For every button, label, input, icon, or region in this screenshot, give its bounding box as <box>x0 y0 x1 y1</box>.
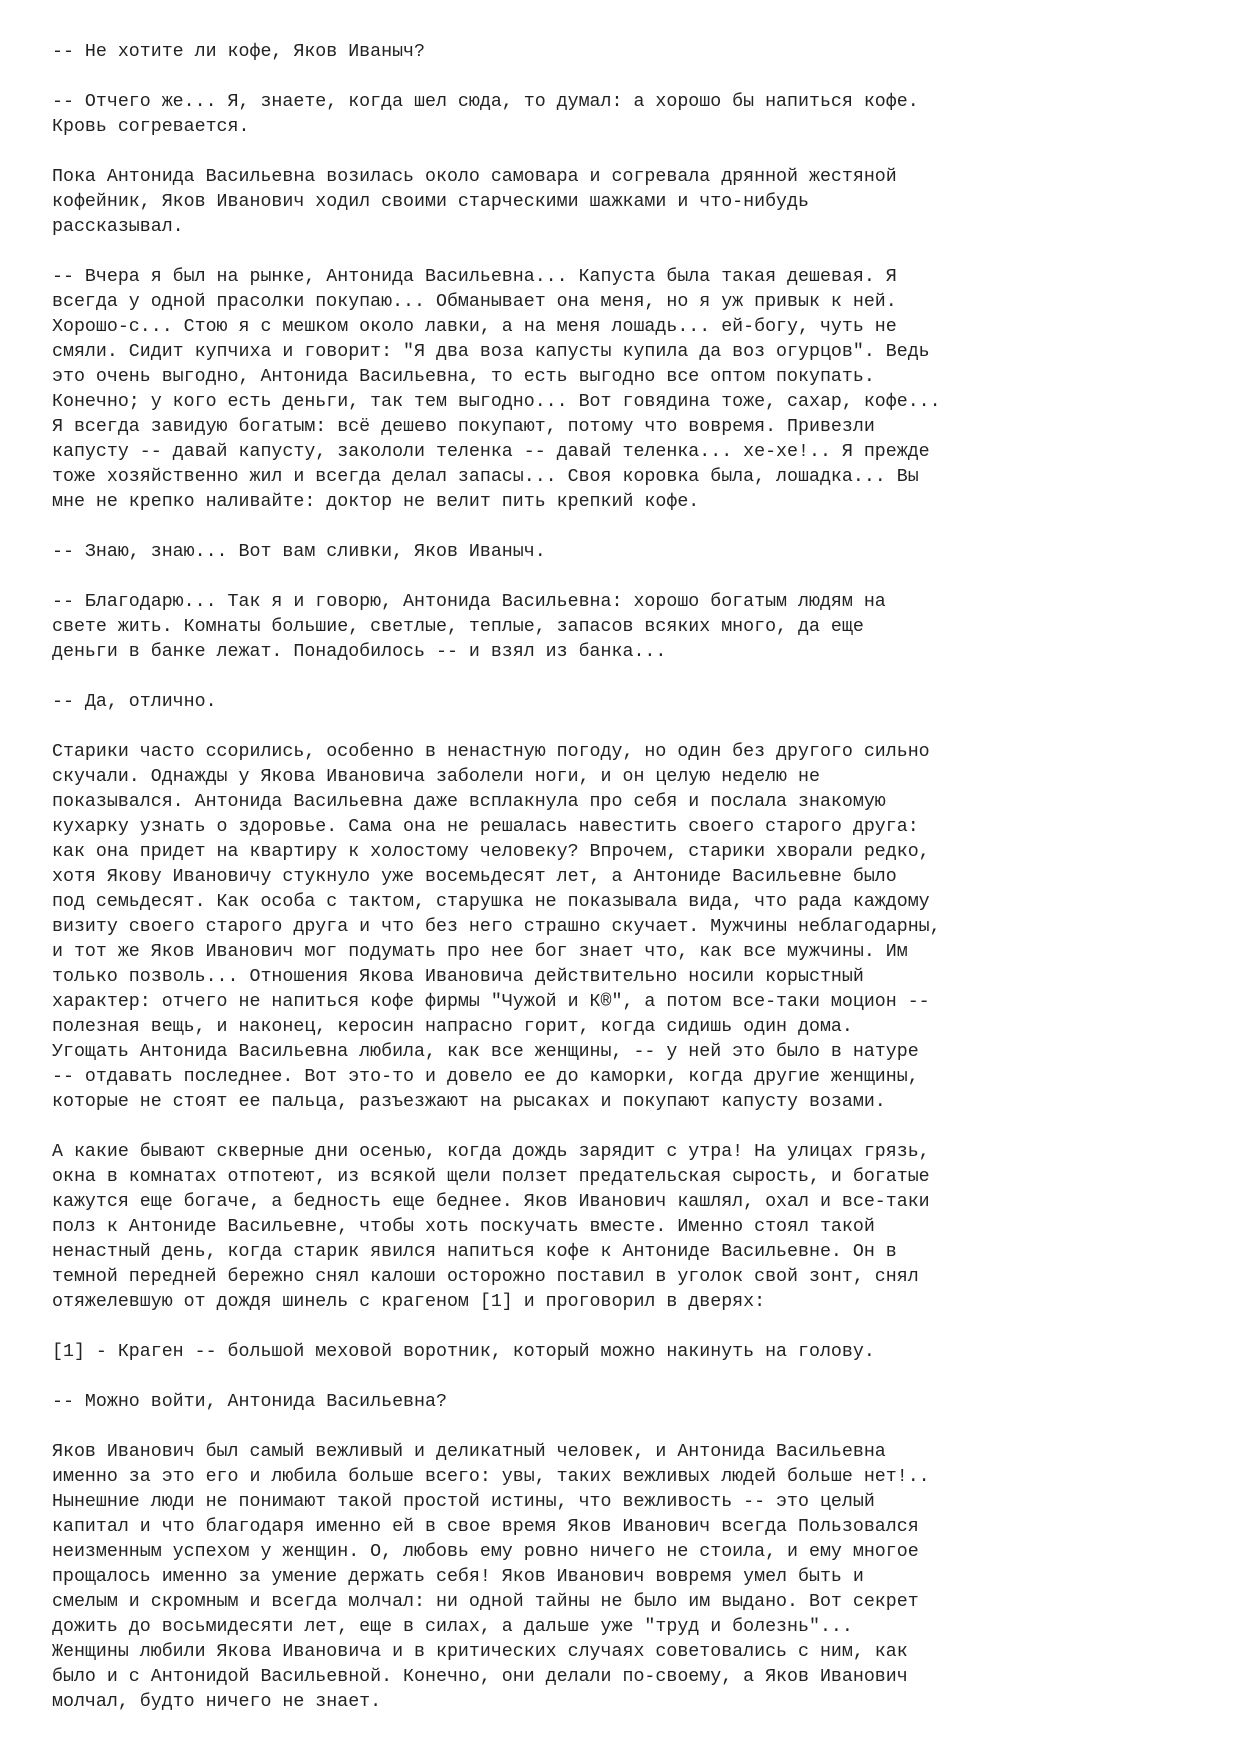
paragraph-old-friends: Старики часто ссорились, особенно в ненастную погоду, но один без другого сильно скучали. Однажды у Якова Ивановича заболели ноги, и он целую неделю не показывался. Антонида Васильевна даже всплакнула про себя и послала знакомую кухарку узнать о здоровье. Сама она не решалась навестить своего старого друга: как она придет на квартиру к холостому человеку? Впрочем, старики хворали редко, хотя Якову Ивановичу стукнуло уже восемьдесят лет, а Антониде Васильевне было под семьдесят. Как особа с тактом, старушка не показывала вида, что рада каждому визиту своего старого друга и что без него страшно скучает. Мужчины неблагодарны, и тот же Яков Иванович мог подумать про нее бог знает что, как все мужчины. Им только позволь... Отношения Якова Ивановича действительно носили корыстный характер: отчего не напиться кофе фирмы "Чужой и К®", а потом все-таки моцион -- полезная вещь, и наконец, керосин напрасно горит, когда сидишь один дома. Угощать Антонида Васильевна любила, как все женщины, -- у ней это было в натуре -- отдавать последнее. Вот это-то и довело ее до каморки, когда другие женщины, которые не стоят ее пальца, разъезжают на рысаках и покупают капусту возами. <box>52 742 941 1112</box>
paragraph-dialogue-rich-people: -- Благодарю... Так я и говорю, Антонида Васильевна: хорошо богатым людям на свете жить. Комнаты большие, светлые, теплые, запасов всяких много, да еще деньги в банке лежат. Понадобилось -- и взял из банка... <box>52 592 886 662</box>
footnote-kragen: [1] - Краген -- большой меховой воротник, который можно накинуть на голову. <box>52 1342 875 1362</box>
paragraph-dialogue-may-i-enter: -- Можно войти, Антонида Васильевна? <box>52 1392 447 1412</box>
paragraph-dialogue-excellent: -- Да, отлично. <box>52 692 217 712</box>
paragraph-dialogue-coffee-offer: -- Не хотите ли кофе, Яков Иваныч? <box>52 42 425 62</box>
paragraph-polite-man: Яков Иванович был самый вежливый и деликатный человек, и Антонида Васильевна именно за это его и любила больше всего: увы, таких вежливых людей больше нет!.. Нынешние люди не понимают такой простой истины, что вежливость -- это целый капитал и что благодаря именно ей в свое время Яков Иванович всегда Пользовался неизменным успехом у женщин. О, любовь ему ровно ничего не стоила, и ему многое прощалось именно за умение держать себя! Яков Иванович вовремя умел быть и смелым и скромным и всегда молчал: ни одной тайны не было им выдано. Вот секрет дожить до восьмидесяти лет, еще в силах, а дальше уже "труд и болезнь"... Женщины любили Якова Ивановича и в критических случаях советовались с ним, как было и с Антонидой Васильевной. Конечно, они делали по-своему, а Яков Иванович молчал, будто ничего не знает. <box>52 1442 930 1712</box>
paragraph-autumn-days: А какие бывают скверные дни осенью, когда дождь зарядит с утра! На улицах грязь, окна в комнатах отпотеют, из всякой щели ползет предательская сырость, и богатые кажутся еще богаче, а бедность еще беднее. Яков Иванович кашлял, охал и все-таки полз к Антониде Васильевне, чтобы хоть поскучать вместе. Именно стоял такой ненастный день, когда старик явился напиться кофе к Антониде Васильевне. Он в темной передней бережно снял калоши осторожно поставил в уголок свой зонт, снял отяжелевшую от дождя шинель с крагеном [1] и проговорил в дверях: <box>52 1142 930 1312</box>
paragraph-samovar: Пока Антонида Васильевна возилась около самовара и согревала дрянной жестяной кофейник, Яков Иванович ходил своими старческими шажками и что-нибудь рассказывал. <box>52 167 897 237</box>
paragraph-dialogue-cream: -- Знаю, знаю... Вот вам сливки, Яков Иваныч. <box>52 542 546 562</box>
paragraph-market-story: -- Вчера я был на рынке, Антонида Васильевна... Капуста была такая дешевая. Я всегда у одной прасолки покупаю... Обманывает она меня, но я уж привык к ней. Хорошо-с... Стою я с мешком около лавки, а на меня лошадь... ей-богу, чуть не смяли. Сидит купчиха и говорит: "Я два воза капусты купила да воз огурцов". Ведь это очень выгодно, Антонида Васильевна, то есть выгодно все оптом покупать. Конечно; у кого есть деньги, так тем выгодно... Вот говядина тоже, сахар, кофе... Я всегда завидую богатым: всё дешево покупают, потому что вовремя. Привезли капусту -- давай капусту, закололи теленка -- давай теленка... хе-хе!.. Я прежде тоже хозяйственно жил и всегда делал запасы... Своя коровка была, лошадка... Вы мне не крепко наливайте: доктор не велит пить крепкий кофе. <box>52 267 941 512</box>
paragraph-dialogue-reply: -- Отчего же... Я, знаете, когда шел сюда, то думал: а хорошо бы напиться кофе. Кровь согревается. <box>52 92 919 137</box>
document-page <box>52 40 1212 1740</box>
